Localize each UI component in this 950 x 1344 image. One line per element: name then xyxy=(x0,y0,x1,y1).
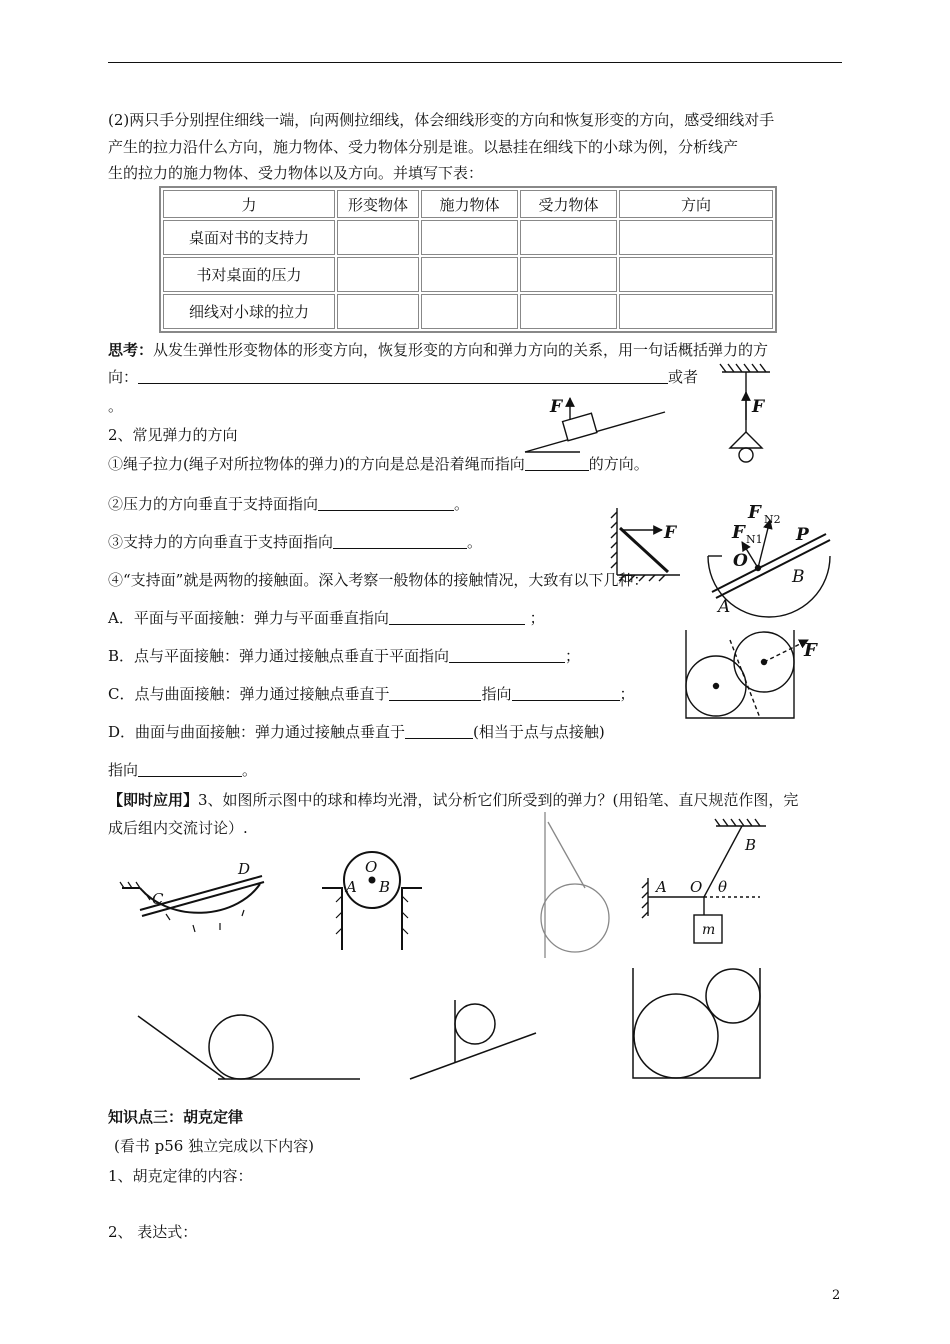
case-d-text: D．曲面与曲面接触：弹力通过接触点垂直于 xyxy=(108,723,406,741)
label-F-lamp: F xyxy=(752,397,765,417)
page-number: 2 xyxy=(832,1288,841,1303)
label-FN2: F xyxy=(748,502,761,523)
table-header-cell: 形变物体 xyxy=(337,190,419,218)
section3-note: (看书 p56 独立完成以下内容) xyxy=(114,1137,314,1155)
table-row-label: 细线对小球的拉力 xyxy=(163,294,335,329)
ball-hanging-wall-figure xyxy=(541,812,609,958)
label-FN2-sub: N2 xyxy=(764,513,781,526)
case-b-end: ； xyxy=(565,647,581,665)
think-prefix: 向： xyxy=(108,368,139,386)
table-header-cell: 力 xyxy=(163,190,335,218)
ball-on-steps-figure xyxy=(322,852,422,950)
label-FN1: F xyxy=(732,522,745,543)
label-O: O xyxy=(733,551,748,571)
apply-line-2: 成后组内交流讨论）. xyxy=(108,819,248,837)
label-FN1-sub: N1 xyxy=(746,533,763,546)
case-d2-text: 指向 xyxy=(108,761,139,779)
label-B-steps: B xyxy=(379,878,391,896)
label-O-steps: O xyxy=(365,858,378,876)
hanging-lamp-figure xyxy=(720,364,770,462)
table-row-label: 桌面对书的支持力 xyxy=(163,220,335,255)
table-row-label: 书对桌面的压力 xyxy=(163,257,335,292)
case-a-end: ； xyxy=(529,609,545,627)
table-header-cell: 方向 xyxy=(619,190,773,218)
case-c-mid: 指向 xyxy=(481,685,512,703)
two-balls-box-figure xyxy=(686,630,818,718)
item1-text: ①绳子拉力(绳子对所拉物体的弹力)的方向是总是沿着绳而指向 xyxy=(108,455,525,473)
table-header-cell: 施力物体 xyxy=(421,190,518,218)
section2-item4: ④“支持面”就是两物的接触面。深入考察一般物体的接触情况，大致有以下几种： xyxy=(108,571,649,589)
think-suffix: 或者 xyxy=(668,368,699,386)
item2-end: 。 xyxy=(454,495,470,513)
case-d-end: (相当于点与点接触) xyxy=(473,723,605,741)
case-a-text: A．平面与平面接触：弹力与平面垂直指向 xyxy=(108,609,389,627)
rod-half-bowl-figure xyxy=(120,860,264,932)
case-b-text: B．点与平面接触：弹力通过接触点垂直于平面指向 xyxy=(108,647,450,665)
rod-bowl-figure xyxy=(708,502,830,617)
table-header-cell: 受力物体 xyxy=(520,190,617,218)
label-A: A xyxy=(718,597,731,617)
rod-wall-figure xyxy=(611,508,680,581)
think-line-3: 。 xyxy=(108,397,124,415)
case-d2-end: 。 xyxy=(242,761,258,779)
section3-title: 知识点三：胡克定律 xyxy=(108,1108,244,1126)
section3-item2: 2、 表达式： xyxy=(108,1223,198,1241)
item2-text: ②压力的方向垂直于支持面指向 xyxy=(108,495,319,513)
item1-end: 的方向。 xyxy=(588,455,649,473)
label-C: C xyxy=(152,890,164,908)
incline-block-figure xyxy=(525,397,665,452)
label-m: m xyxy=(702,922,716,938)
item3-text: ③支持力的方向垂直于支持面指向 xyxy=(108,533,334,551)
two-balls-container-figure xyxy=(633,968,760,1078)
apply-text: 3、如图所示图中的球和棒均光滑，试分析它们所受到的弹力？(用铅笔、直尺规范作图，完 xyxy=(198,791,799,809)
label-B: B xyxy=(792,567,805,587)
label-theta: θ xyxy=(718,878,728,896)
label-P: P xyxy=(796,525,809,545)
label-F: F xyxy=(550,397,563,417)
ball-incline-wall-figure xyxy=(410,1000,536,1079)
label-A-bracket: A xyxy=(656,878,667,896)
label-B-bracket: B xyxy=(745,836,757,854)
section3-item1: 1、胡克定律的内容： xyxy=(108,1167,253,1185)
ball-corner-figure xyxy=(138,1015,360,1079)
intro-line-3: 生的拉力的施力物体、受力物体以及方向。并填写下表： xyxy=(108,164,484,182)
intro-line-2: 产生的拉力沿什么方向，施力物体、受力物体分别是谁。以悬挂在细线下的小球为例，分析线产 xyxy=(108,138,739,156)
think-label: 思考： xyxy=(108,341,154,359)
section2-title: 2、常见弹力的方向 xyxy=(108,426,238,444)
apply-label: 【即时应用】 xyxy=(108,791,199,809)
item3-end: 。 xyxy=(467,533,483,551)
label-F-balls: F xyxy=(804,640,817,661)
label-O-bracket: O xyxy=(690,878,703,896)
case-c-text: C．点与曲面接触：弹力通过接触点垂直于 xyxy=(108,685,390,703)
intro-line-1: (2)两只手分别捏住细线一端，向两侧拉细线，体会细线形变的方向和恢复形变的方向，感受细线对手 xyxy=(108,111,775,129)
label-F-wall: F xyxy=(664,523,677,543)
think-text: 从发生弹性形变物体的形变方向，恢复形变的方向和弹力方向的关系，用一句话概括弹力的方 xyxy=(153,341,769,359)
label-A-steps: A xyxy=(346,878,357,896)
label-D: D xyxy=(238,860,251,878)
case-c-end: ； xyxy=(619,685,635,703)
bracket-rope-figure xyxy=(642,819,766,943)
